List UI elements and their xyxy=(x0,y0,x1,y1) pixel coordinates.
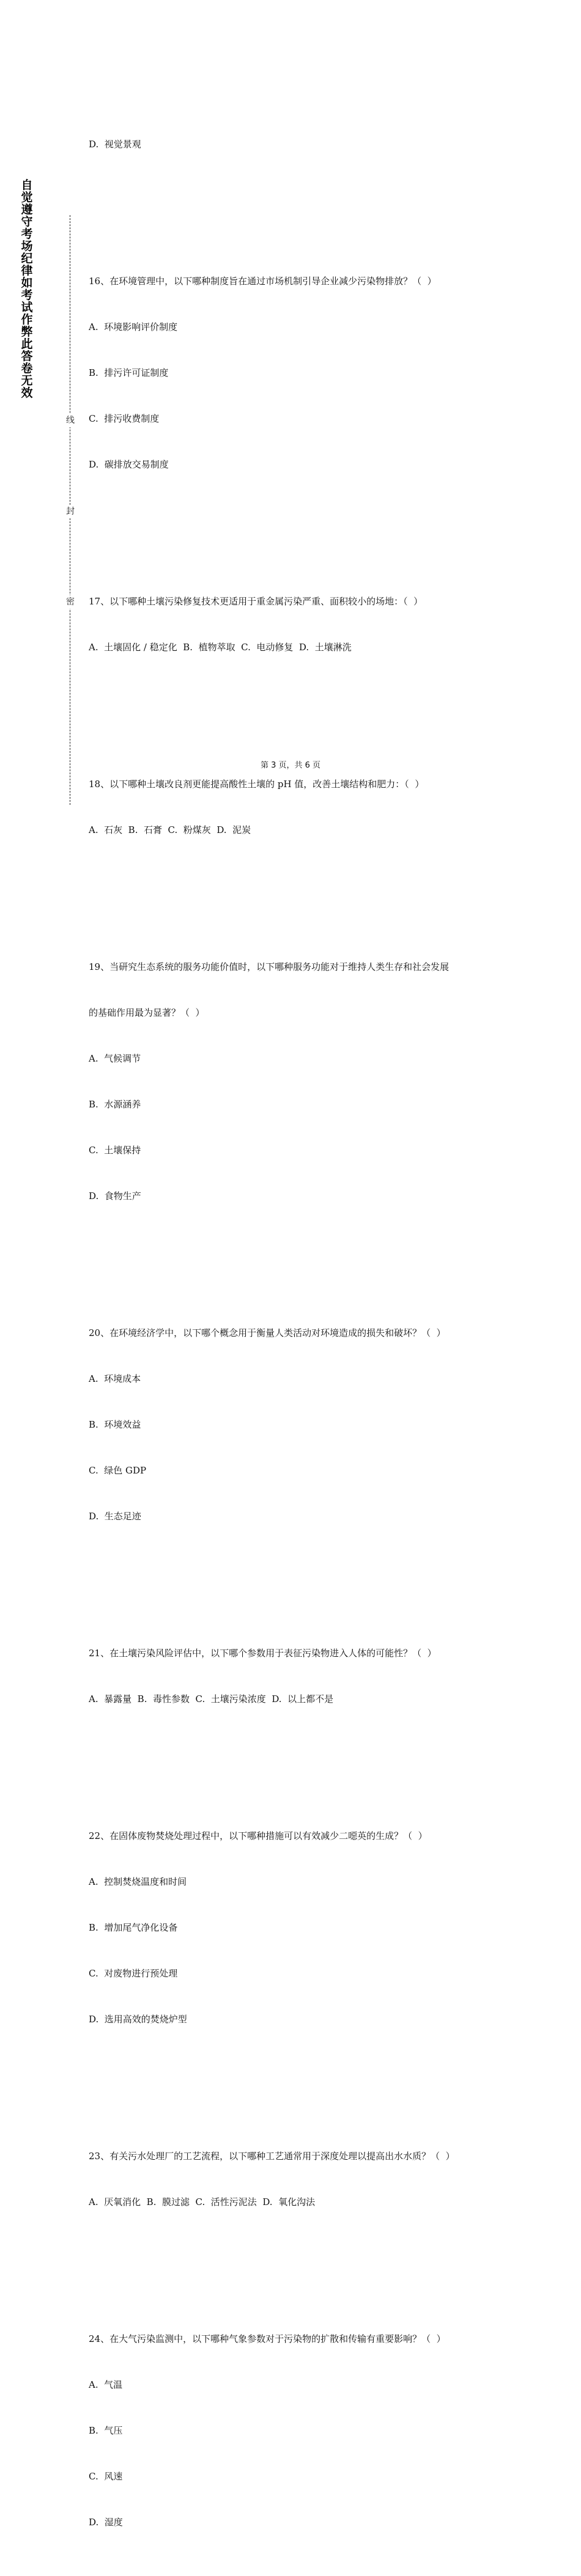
option-line: A. 气候调节 xyxy=(89,1053,141,1064)
option-line: D. 湿度 xyxy=(89,2517,123,2528)
option-line: C. 风速 xyxy=(89,2471,123,2482)
option-line: B. 增加尾气净化设备 xyxy=(89,1922,178,1933)
question-20 xyxy=(89,1295,495,1555)
question-title: 24、在大气污染监测中，以下哪种气象参数对于污染物的扩散和传输有重要影响？（ ） xyxy=(89,2333,446,2344)
question-21 xyxy=(89,1615,495,1738)
question-title: 17、以下哪种土壤污染修复技术更适用于重金属污染严重、面积较小的场地：（ ） xyxy=(89,596,423,607)
option-line: A. 环境影响评价制度 xyxy=(89,321,178,332)
option-line: A. 石灰 B. 石膏 C. 粉煤灰 D. 泥炭 xyxy=(89,824,251,835)
question-17 xyxy=(89,563,495,686)
option-line: B. 气压 xyxy=(89,2425,123,2436)
question-title: 16、在环境管理中，以下哪种制度旨在通过市场机制引导企业减少污染物排放？（ ） xyxy=(89,276,437,287)
question-list xyxy=(89,76,495,2576)
option-line: A. 厌氧消化 B. 膜过滤 C. 活性污泥法 D. 氧化沟法 xyxy=(89,2196,316,2207)
option-line: D. 视觉景观 xyxy=(89,139,141,150)
question-title: 23、有关污水处理厂的工艺流程，以下哪种工艺通常用于深度处理以提高出水水质？（ ） xyxy=(89,2151,455,2162)
option-line: C. 排污收费制度 xyxy=(89,413,160,424)
question-22 xyxy=(89,1798,495,2058)
option-line: B. 水源涵养 xyxy=(89,1099,141,1110)
binding-label-secret: 密 xyxy=(65,595,76,609)
question-title: 20、在环境经济学中，以下哪个概念用于衡量人类活动对环境造成的损失和破坏？（ ） xyxy=(89,1327,446,1338)
question-title: 18、以下哪种土壤改良剂更能提高酸性土壤的 pH 值，改善土壤结构和肥力：（ ） xyxy=(89,779,424,790)
question-title: 19、当研究生态系统的服务功能价值时，以下哪种服务功能对于维持人类生存和社会发展 xyxy=(89,961,450,972)
binding-label-line: 线 xyxy=(65,414,76,427)
option-line: B. 环境效益 xyxy=(89,1419,141,1430)
question-title: 22、在固体废物焚烧处理过程中，以下哪种措施可以有效减少二噁英的生成？（ ） xyxy=(89,1830,427,1841)
question-23 xyxy=(89,2118,495,2240)
option-line: A. 环境成本 xyxy=(89,1373,141,1384)
option-line: A. 气温 xyxy=(89,2379,123,2390)
option-line: B. 排污许可证制度 xyxy=(89,367,169,378)
option-line: A. 土壤固化 / 稳定化 B. 植物萃取 C. 电动修复 D. 土壤淋洗 xyxy=(89,642,352,653)
option-line: D. 碳排放交易制度 xyxy=(89,459,169,470)
option-line: A. 控制焚烧温度和时间 xyxy=(89,1876,187,1887)
option-line: C. 土壤保持 xyxy=(89,1145,141,1156)
question-16 xyxy=(89,243,495,503)
option-line: C. 对废物进行预处理 xyxy=(89,1968,178,1979)
page-footer: 第 3 页，共 6 页 xyxy=(260,761,321,770)
option-line: D. 生态足迹 xyxy=(89,1511,141,1522)
option-line: A. 暴露量 B. 毒性参数 C. 土壤污染浓度 D. 以上都不是 xyxy=(89,1693,334,1704)
question-19 xyxy=(89,929,495,1235)
exam-discipline-notice: 自觉遵守考场纪律如考试作弊此答卷无效 xyxy=(21,178,33,400)
option-line: D. 食物生产 xyxy=(89,1191,141,1202)
question-15-tail xyxy=(89,106,495,183)
question-title: 21、在土壤污染风险评估中，以下哪个参数用于表征污染物进入人体的可能性？（ ） xyxy=(89,1648,437,1659)
question-title-continued: 的基础作用最为显著？（ ） xyxy=(89,1007,205,1018)
option-line: C. 绿色 GDP xyxy=(89,1465,147,1476)
binding-label-seal: 封 xyxy=(65,505,76,518)
question-24 xyxy=(89,2301,495,2561)
option-line: D. 选用高效的焚烧炉型 xyxy=(89,2014,187,2025)
